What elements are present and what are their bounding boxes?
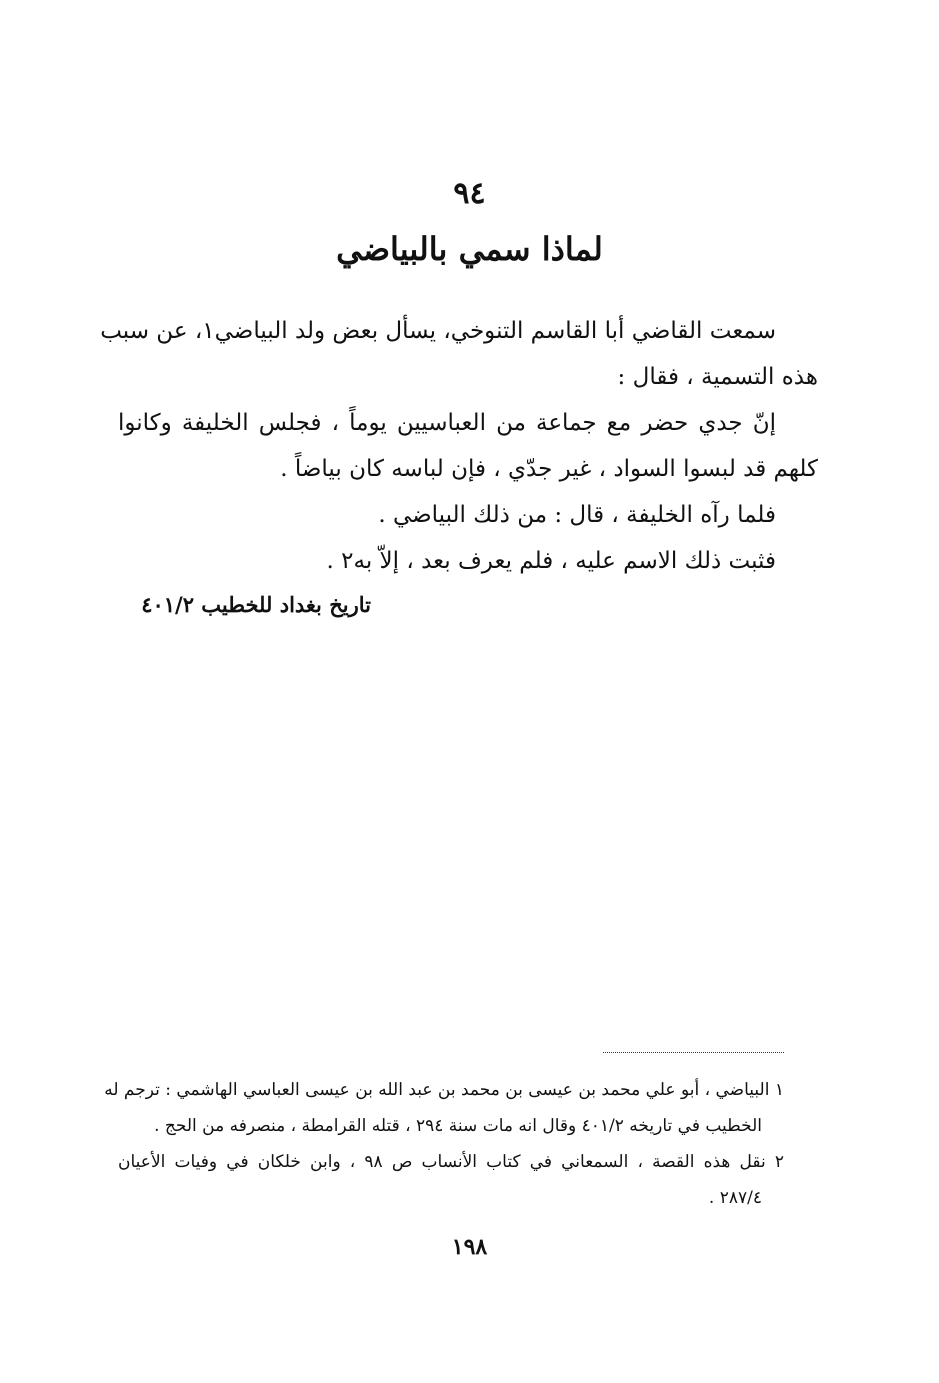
source-citation: تاريخ بغداد للخطيب ٤٠١/٢ xyxy=(141,592,371,617)
page-number: ١٩٨ xyxy=(451,1234,488,1260)
body-line-5: فلما رآه الخليفة ، قال : من ذلك البياضي . xyxy=(378,502,776,528)
footnote-line-1: ١ البياضي ، أبو علي محمد بن عيسى بن محمد بن عبد الله بن عيسى العباسي الهاشمي : ترجم له xyxy=(104,1080,784,1100)
body-line-6: فثبت ذلك الاسم عليه ، فلم يعرف بعد ، إلاّ به٢ . xyxy=(326,548,776,574)
story-title: لماذا سمي بالبياضي xyxy=(336,230,603,268)
footnote-line-4: ٢٨٧/٤ . xyxy=(708,1188,762,1208)
body-line-1: سمعت القاضي أبا القاسم التنوخي، يسأل بعض ولد البياضي١، عن سبب xyxy=(100,318,776,344)
body-line-3: إنّ جدي حضر مع جماعة من العباسيين يوماً ، فجلس الخليفة وكانوا xyxy=(118,410,776,436)
footnote-line-2: الخطيب في تاريخه ٤٠١/٢ وقال انه مات سنة ٢٩٤ ، قتله القرامطة ، منصرفه من الحج . xyxy=(154,1116,762,1136)
footnote-divider xyxy=(603,1052,784,1053)
footnote-line-3: ٢ نقل هذه القصة ، السمعاني في كتاب الأنساب ص ٩٨ ، وابن خلكان في وفيات الأعيان xyxy=(118,1152,784,1172)
footnotes xyxy=(104,1072,784,1216)
body-line-2: هذه التسمية ، فقال : xyxy=(617,364,818,390)
story-number: ٩٤ xyxy=(453,176,486,211)
story-body xyxy=(100,308,818,584)
body-line-4: كلهم قد لبسوا السواد ، غير جدّي ، فإن لباسه كان بياضاً . xyxy=(280,456,818,482)
